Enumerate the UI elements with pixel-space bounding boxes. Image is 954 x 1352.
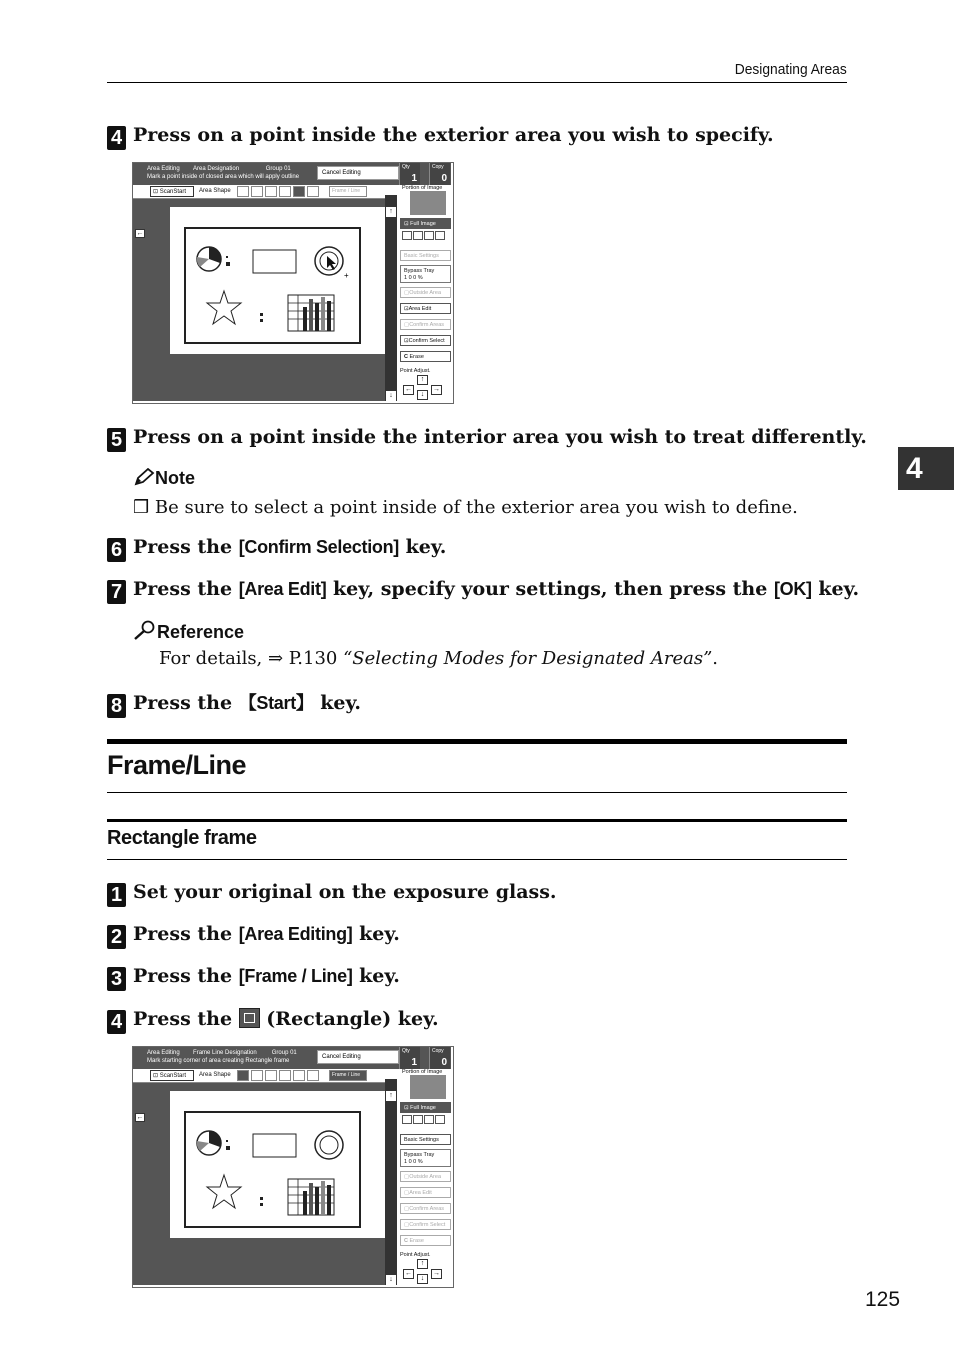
confirm-areas-button[interactable]: ▢Confirm Areas (400, 319, 451, 330)
l-shape-icon[interactable] (251, 1070, 263, 1081)
subsection-rule (107, 819, 847, 822)
line-shape-icon[interactable] (307, 1070, 319, 1081)
zoom-in-icon[interactable] (402, 1115, 412, 1124)
mode-label: Area Editing (147, 166, 180, 172)
note-item: ❒ Be sure to select a point inside of the exterior area you wish to define. (133, 497, 798, 518)
basic-settings-button[interactable]: Basic Settings (400, 250, 451, 261)
group-label: Group 01 (265, 166, 291, 172)
confirm-selection-key: [Confirm Selection] (238, 537, 399, 557)
pencil-icon (133, 468, 155, 486)
step-text: Press on a point inside the interior area you wish to treat differently. (133, 426, 867, 448)
zoom-fit-icon[interactable] (424, 1115, 434, 1124)
page-number: 125 (865, 1288, 901, 1311)
svg-text:+: + (344, 271, 349, 280)
step-b2: 2 Press the [Area Editing] key. (107, 923, 400, 949)
step-number: 1 (107, 883, 126, 907)
section-title: Frame/Line (107, 750, 247, 780)
rectangle-shape-icon[interactable] (237, 1070, 249, 1081)
area-shape-label: Area Shape (199, 188, 231, 194)
subsection-title: Rectangle frame (107, 827, 257, 849)
point-adjust-label: Point Adjust. (400, 1252, 431, 1258)
zoom-in-icon[interactable] (402, 231, 412, 240)
zoom-out-icon[interactable] (413, 231, 423, 240)
scan-start-button[interactable]: ⊡ ScanStart (150, 186, 194, 197)
screenshot-frame-line-designation (132, 1046, 454, 1288)
instruction-text: Mark a point inside of closed area which will apply outline (147, 174, 300, 180)
portion-of-image-label: Portion of Image (402, 1069, 443, 1075)
preview-paper (170, 207, 388, 354)
designation-label: Area Designation (193, 166, 240, 172)
original-document[interactable] (184, 1111, 361, 1228)
preview-paper (170, 1091, 388, 1238)
section-rule (107, 739, 847, 744)
step-4-exterior (107, 124, 774, 150)
image-thumbnail (410, 1075, 446, 1099)
point-right-icon[interactable]: → (433, 386, 440, 393)
step-number: 4 (107, 126, 126, 150)
frame-line-button[interactable]: Frame / Line (329, 186, 367, 197)
point-adjust-label: Point Adjust. (400, 368, 431, 374)
running-header: Designating Areas (734, 61, 847, 78)
step-7-area-edit: 7 Press the [Area Edit] key, specify your settings, then press the [OK] key. (107, 578, 859, 604)
area-edit-button[interactable]: ▢Area Edit (400, 1187, 451, 1198)
section-underline (107, 792, 847, 793)
circle-shape-icon[interactable] (279, 1070, 291, 1081)
scroll-down-icon[interactable]: ↓ (386, 1275, 396, 1285)
area-editing-key: [Area Editing] (238, 924, 353, 944)
screenshot-area-designation (132, 162, 454, 404)
confirm-selection-button[interactable]: ▢Confirm Select (400, 1219, 451, 1230)
scan-start-button[interactable]: ⊡ ScanStart (150, 1070, 194, 1081)
bypass-tray-indicator: Bypass Tray 1 0 0 % (400, 265, 451, 283)
right-panel (397, 185, 452, 401)
checkbox-bullet-icon: ❒ (133, 497, 150, 518)
document-artwork (186, 229, 359, 342)
ok-key: [OK] (773, 579, 812, 599)
step-6-confirm: 6 Press the [Confirm Selection] key. (107, 536, 446, 562)
scroll-left-icon[interactable]: ← (136, 230, 144, 237)
confirm-areas-button[interactable]: ▢Confirm Areas (400, 1203, 451, 1214)
magnifier-icon (133, 620, 157, 640)
step-number: 4 (107, 1010, 126, 1034)
step-b3: 3 Press the [Frame / Line] key. (107, 965, 400, 991)
line-shape-icon[interactable] (307, 186, 319, 197)
point-select-icon[interactable] (293, 186, 305, 197)
step-text: Press on a point inside the exterior area you wish to specify. (133, 124, 774, 146)
header-rule (107, 82, 847, 83)
full-image-button[interactable]: ⊡ Full Image (400, 1102, 451, 1113)
reference-text: For details, ⇒ P.130 “Selecting Modes for Designated Areas”. (159, 648, 719, 669)
vertical-scrollbar[interactable] (385, 195, 397, 401)
document-artwork (186, 1113, 359, 1226)
mode-label: Area Editing (147, 1050, 180, 1056)
rectangle-shape-icon[interactable] (237, 186, 249, 197)
step-number: 5 (107, 428, 126, 452)
group-label: Group 01 (271, 1050, 297, 1056)
qty-counter: Qty 1 (399, 163, 420, 185)
point-up-icon[interactable]: ↑ (417, 375, 428, 385)
area-edit-button[interactable]: ⊡Area Edit (400, 303, 451, 314)
outside-area-button[interactable]: ▢Outside Area (400, 1171, 451, 1182)
original-document[interactable] (184, 227, 361, 344)
basic-settings-button[interactable]: Basic Settings (400, 1134, 451, 1145)
start-key: 【Start】 (238, 693, 314, 713)
bypass-tray-indicator: Bypass Tray 1 0 0 % (400, 1149, 451, 1167)
qty-counter: Qty 1 (399, 1047, 420, 1069)
reference-link[interactable]: “Selecting Modes for Designated Areas” (343, 648, 713, 669)
step-number: 7 (107, 580, 126, 604)
copy-counter: Copy 0 (429, 163, 450, 185)
chapter-tab: 4 (898, 447, 954, 490)
frame-line-button[interactable]: Frame / Line (329, 1070, 367, 1081)
step-number: 3 (107, 967, 126, 991)
circle-shape-icon[interactable] (279, 186, 291, 197)
copy-counter: Copy 0 (429, 1047, 450, 1069)
area-edit-key: [Area Edit] (238, 579, 327, 599)
step-8-start: 8 Press the 【Start】 key. (107, 689, 361, 718)
hand-pan-icon[interactable] (435, 1115, 445, 1124)
scroll-up-icon[interactable]: ↑ (386, 207, 396, 217)
full-image-button[interactable]: ⊡ Full Image (400, 218, 451, 229)
zoom-controls (402, 231, 446, 242)
scroll-down-icon[interactable]: ↓ (386, 391, 396, 401)
point-right-icon[interactable]: → (433, 1270, 440, 1277)
designation-label: Frame Line Designation (193, 1050, 257, 1056)
zoom-out-icon[interactable] (413, 1115, 423, 1124)
hand-pan-icon[interactable] (435, 231, 445, 240)
step-number: 6 (107, 538, 126, 562)
l-shape-icon[interactable] (251, 186, 263, 197)
area-shape-label: Area Shape (199, 1072, 231, 1078)
point-left-icon[interactable]: ← (405, 386, 412, 393)
portion-of-image-label: Portion of Image (402, 185, 443, 191)
tool-row (133, 1069, 388, 1083)
step-number: 2 (107, 925, 126, 949)
cancel-editing-button[interactable]: Cancel Editing (317, 166, 399, 180)
reference-heading: Reference (133, 620, 244, 643)
point-up-icon[interactable]: ↑ (417, 1259, 428, 1269)
confirm-selection-button[interactable]: ⊡Confirm Select (400, 335, 451, 346)
image-thumbnail (410, 191, 446, 215)
step-b4: 4 Press the (Rectangle) key. (107, 1008, 439, 1034)
rectangle-key-icon (239, 1008, 260, 1028)
right-panel (397, 1069, 452, 1285)
erase-button[interactable]: C Erase (400, 1235, 451, 1246)
outside-area-button[interactable]: ▢Outside Area (400, 287, 451, 298)
step-5-interior (107, 426, 867, 452)
zoom-controls (402, 1115, 446, 1126)
erase-button[interactable]: C Erase (400, 351, 451, 362)
polygon-shape-icon[interactable] (265, 1070, 277, 1081)
note-heading: Note (133, 468, 195, 489)
scroll-left-icon[interactable]: ← (136, 1114, 144, 1121)
point-left-icon[interactable]: ← (405, 1270, 412, 1277)
zoom-fit-icon[interactable] (424, 231, 434, 240)
frame-line-key: [Frame / Line] (238, 966, 353, 986)
vertical-scrollbar[interactable] (385, 1079, 397, 1285)
step-number: 8 (107, 694, 126, 718)
point-select-icon[interactable] (293, 1070, 305, 1081)
point-down-icon[interactable]: ↓ (417, 1274, 428, 1284)
scroll-up-icon[interactable]: ↑ (386, 1091, 396, 1101)
instruction-text: Mark starting corner of area creating Rectangle frame (147, 1058, 290, 1064)
polygon-shape-icon[interactable] (265, 186, 277, 197)
tool-row (133, 185, 388, 199)
cancel-editing-button[interactable]: Cancel Editing (317, 1050, 399, 1064)
subsection-underline (107, 859, 847, 860)
step-b1: 1 Set your original on the exposure glass. (107, 881, 557, 907)
point-down-icon[interactable]: ↓ (417, 390, 428, 400)
